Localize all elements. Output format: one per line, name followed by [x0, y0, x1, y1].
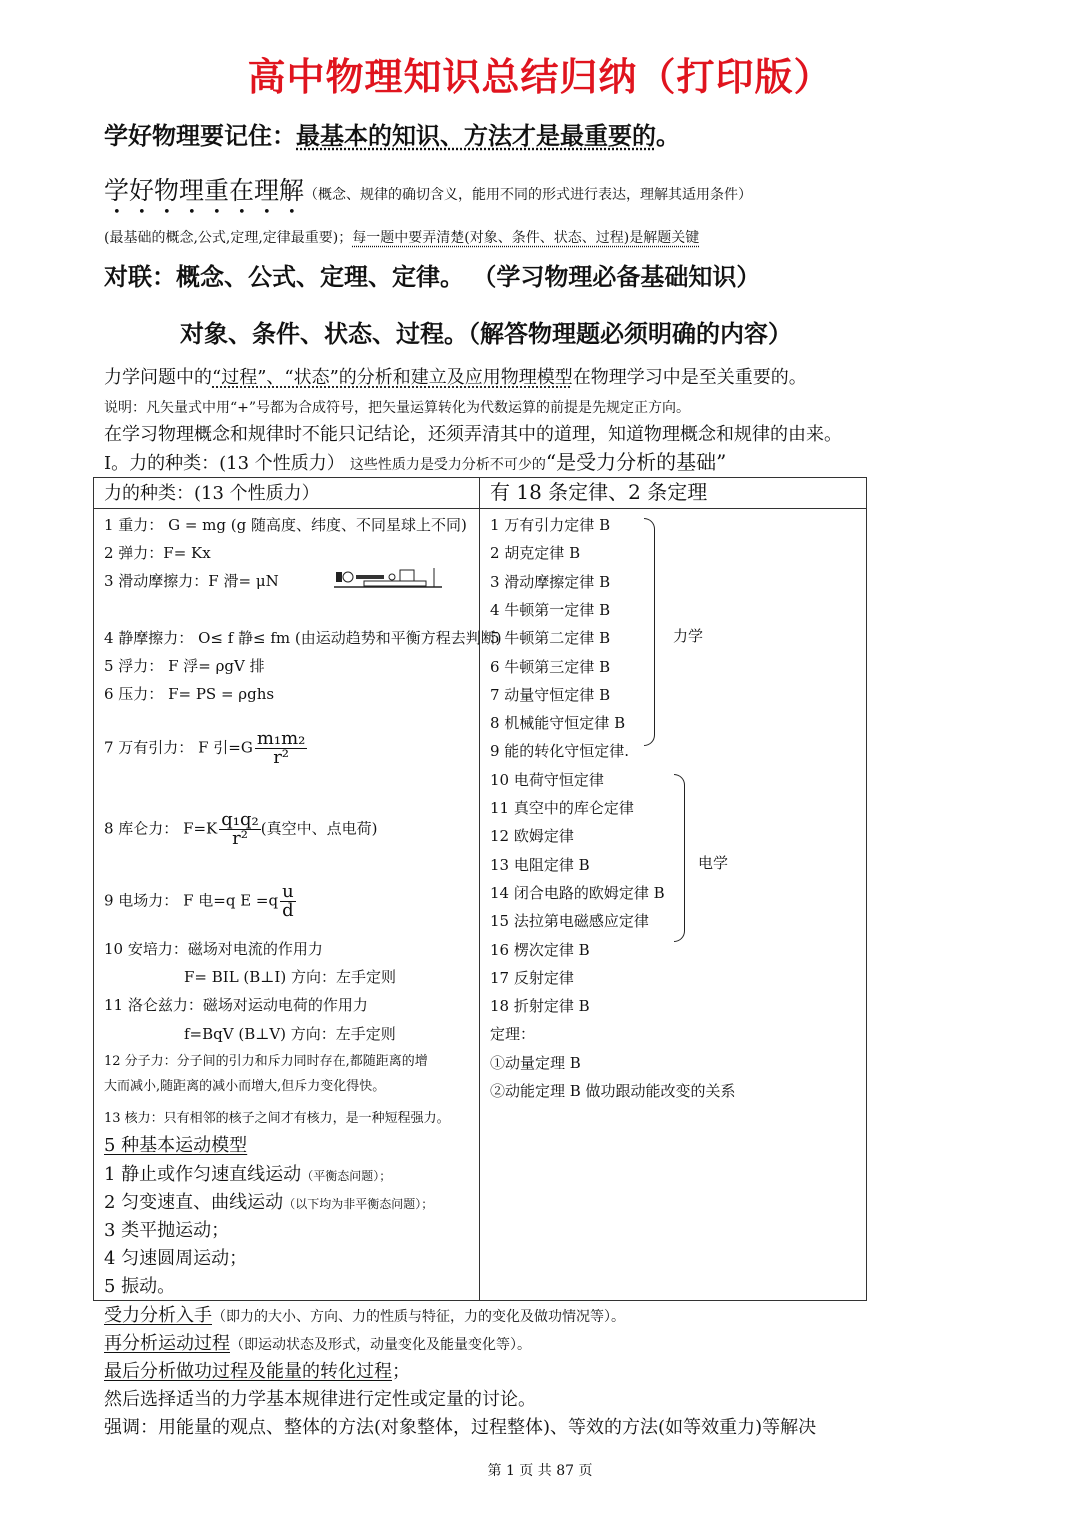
force-text: f=BqV (B⊥V) 方向：左手定则: [184, 1025, 396, 1043]
law-item: 16 楞次定律 B: [490, 940, 590, 959]
force-text: 1 重力： G = mg (g 随高度、纬度、不同星球上不同): [104, 516, 467, 534]
force-row: [104, 998, 368, 1013]
column-divider: [479, 478, 480, 1300]
intro-line-1-emphasis: 最基本的知识、方法才是最重要的: [296, 121, 656, 150]
electricity-group-label: 电学: [698, 854, 729, 872]
law-item: 5 牛顿第二定律 B: [490, 629, 611, 648]
law-item: 14 闭合电路的欧姆定律 B: [490, 883, 665, 902]
intro-line-1-suffix: 。: [656, 121, 680, 150]
force-text: 2 弹力：F= Kx: [104, 544, 211, 562]
intro-line-3-prefix: (最基础的概念,公式,定理,定律最重要)；: [104, 230, 353, 246]
force-text: 12 分子力：分子间的引力和斥力同时存在,都随距离的增: [104, 1054, 428, 1069]
law-item: ②动能定理 B 做功跟动能改变的关系: [490, 1082, 736, 1100]
law-item: 11 真空中的库仑定律: [490, 799, 634, 817]
force-text: 8 库仑力： F=K: [104, 819, 218, 838]
section-heading: [104, 452, 726, 473]
fraction-numerator: m₁m₂: [256, 728, 306, 749]
intro-line-2-main: 学好物理重在理解: [104, 176, 305, 205]
analysis-step: 最后分析做功过程及能量的转化过程: [104, 1361, 392, 1382]
header-divider: [94, 508, 866, 509]
motion-model-text: 2 匀变速直、曲线运动: [104, 1192, 284, 1213]
intro-line-1-prefix: 学好物理要记住：: [104, 121, 296, 150]
force-row: [104, 518, 467, 533]
analysis-detail: （即力的大小、方向、力的性质与特征，力的变化及做功情况等）。: [212, 1309, 625, 1325]
force-note: (真空中、点电荷): [260, 819, 378, 838]
paragraph-1-prefix: 力学问题中的: [104, 367, 212, 388]
intro-line-3-emphasis: 每一题中要弄清楚(对象、条件、状态、过程)是解题关键: [352, 230, 700, 246]
formula-fraction: [255, 730, 308, 767]
motion-model-note: （以下均为非平衡态问题）；: [283, 1197, 434, 1211]
fraction-numerator: q₁q₂: [221, 809, 259, 830]
forces-laws-table: [93, 477, 867, 1301]
law-item: 3 滑动摩擦定律 B: [490, 572, 611, 591]
fraction-numerator: u: [282, 881, 294, 902]
force-row: [104, 631, 502, 646]
formula-fraction: [219, 811, 260, 848]
force-text: 7 万有引力： F 引=G: [104, 738, 253, 757]
analysis-step: 再分析运动过程: [104, 1333, 230, 1354]
force-row: [104, 730, 307, 767]
force-text: 13 核力：只有相邻的核子之间才有核力，是一种短程强力。: [104, 1111, 450, 1126]
paragraph-2: 在学习物理概念和规律时不能只记结论，还须弄清其中的道理，知道物理概念和规律的由来。: [104, 424, 842, 445]
intro-line-3: [104, 231, 699, 245]
force-row: [184, 1027, 396, 1042]
force-row: [104, 659, 265, 674]
motion-model-item: [104, 1222, 229, 1240]
paragraph-1-emphasis: “过程”、“状态”的分析和建立及应用物理模型: [212, 367, 573, 388]
force-text: 3 滑动摩擦力：F 滑= μN: [104, 572, 279, 590]
formula-fraction: [280, 883, 296, 920]
intro-line-1: [104, 121, 680, 150]
analysis-line: [104, 1391, 536, 1409]
law-item: 2 胡克定律 B: [490, 544, 581, 563]
intro-line-2: [104, 176, 752, 220]
law-item: 8 机械能守恒定律 B: [490, 714, 626, 733]
force-text: 4 静摩擦力： O≤ f 静≤ fm (由运动趋势和平衡方程去判断): [104, 629, 502, 647]
section-heading-main: Ⅰ。力的种类：(13 个性质力）: [104, 453, 345, 474]
analysis-line: [104, 1419, 816, 1437]
force-text: 10 安培力：磁场对电流的作用力: [104, 940, 323, 958]
force-text: 11 洛仑兹力：磁场对运动电荷的作用力: [104, 996, 368, 1014]
motion-model-item: [104, 1166, 391, 1184]
law-item: 9 能的转化守恒定律.: [490, 742, 630, 761]
fraction-denominator: r²: [273, 747, 290, 768]
law-item: 15 法拉第电磁感应定律: [490, 912, 649, 931]
section-heading-quote: “是受力分析的基础”: [545, 450, 727, 474]
motion-model-item: [104, 1194, 433, 1212]
analysis-detail: ；: [392, 1361, 410, 1382]
friction-apparatus-diagram: [334, 566, 444, 594]
law-item: 1 万有引力定律 B: [490, 516, 611, 534]
law-item: 7 动量守恒定律 B: [490, 685, 611, 704]
paragraph-1: [104, 369, 807, 387]
motion-models-title: 5 种基本运动模型: [104, 1135, 248, 1156]
analysis-line: [104, 1307, 625, 1325]
motion-model-text: 3 类平抛运动；: [104, 1220, 230, 1241]
right-column-header: 有 18 条定律、2 条定理: [490, 480, 708, 504]
analysis-detail: 然后选择适当的力学基本规律进行定性或定量的讨论。: [104, 1389, 536, 1410]
motion-model-text: 5 振动。: [104, 1276, 176, 1297]
force-text: 9 电场力： F 电=q E =q: [104, 891, 279, 910]
motion-model-text: 1 静止或作匀速直线运动: [104, 1164, 302, 1185]
force-row: [104, 811, 377, 848]
document-title: 高中物理知识总结归纳（打印版）: [247, 54, 833, 99]
force-text: 5 浮力： F 浮= ρgV 排: [104, 657, 265, 675]
left-column-header: 力的种类：(13 个性质力）: [104, 483, 320, 504]
motion-model-item: [104, 1278, 175, 1296]
analysis-step: 受力分析入手: [104, 1305, 212, 1326]
fraction-denominator: r²: [232, 828, 248, 849]
force-row: [104, 546, 211, 561]
mechanics-brace: [644, 518, 655, 746]
force-row: [104, 1055, 428, 1068]
law-item: 10 电荷守恒定律: [490, 770, 604, 789]
law-item: 18 折射定律 B: [490, 997, 590, 1016]
fraction-denominator: d: [282, 900, 294, 921]
motion-model-text: 4 匀速圆周运动；: [104, 1248, 248, 1269]
force-text: 6 压力： F= PS = ρghs: [104, 685, 275, 703]
law-item: ①动量定理 B: [490, 1053, 581, 1072]
law-item: 13 电阻定律 B: [490, 855, 590, 874]
note-line: 说明：凡矢量式中用“+”号都为合成符号，把矢量运算转化为代数运算的前提是先规定正方向。: [104, 400, 691, 416]
analysis-line: [104, 1335, 531, 1353]
force-text: F= BIL (B⊥I) 方向：左手定则: [184, 968, 396, 986]
force-row: [104, 1112, 450, 1125]
couplet-2: 对象、条件、状态、过程。（解答物理题必须明确的内容）: [180, 319, 792, 348]
force-row: [104, 687, 274, 702]
mechanics-group-label: 力学: [673, 627, 704, 645]
force-row: [104, 574, 279, 589]
law-item: 6 牛顿第三定律 B: [490, 657, 611, 676]
force-row: [104, 942, 323, 957]
law-item: 4 牛顿第一定律 B: [490, 600, 611, 619]
analysis-line: [104, 1363, 410, 1381]
law-item: 17 反射定律: [490, 968, 574, 987]
motion-model-note: （平衡态问题）；: [301, 1169, 392, 1183]
analysis-detail: （即运动状态及形式，动量变化及能量变化等）。: [230, 1337, 531, 1353]
law-item: 定理：: [490, 1025, 536, 1044]
analysis-detail: 强调：用能量的观点、整体的方法(对象整体，过程整体)、等效的方法(如等效重力)等解决: [104, 1417, 817, 1438]
force-row: [184, 970, 396, 985]
force-row: [104, 1080, 385, 1093]
section-heading-note: 这些性质力是受力分析不可少的: [349, 457, 546, 473]
intro-line-2-note: （概念、规律的确切含义，能用不同的形式进行表达，理解其适用条件）: [304, 187, 753, 203]
paragraph-1-suffix: 在物理学习中是至关重要的。: [572, 367, 807, 388]
law-item: 12 欧姆定律: [490, 827, 574, 846]
couplet-1: 对联：概念、公式、定理、定律。 （学习物理必备基础知识）: [104, 262, 761, 291]
force-text: 大而减小,随距离的减小而增大,但斥力变化得快。: [104, 1079, 386, 1094]
motion-model-item: [104, 1250, 247, 1268]
page-footer: 第 1 页 共 87 页: [487, 1463, 593, 1479]
force-row: [104, 883, 296, 920]
electricity-brace: [674, 774, 685, 942]
